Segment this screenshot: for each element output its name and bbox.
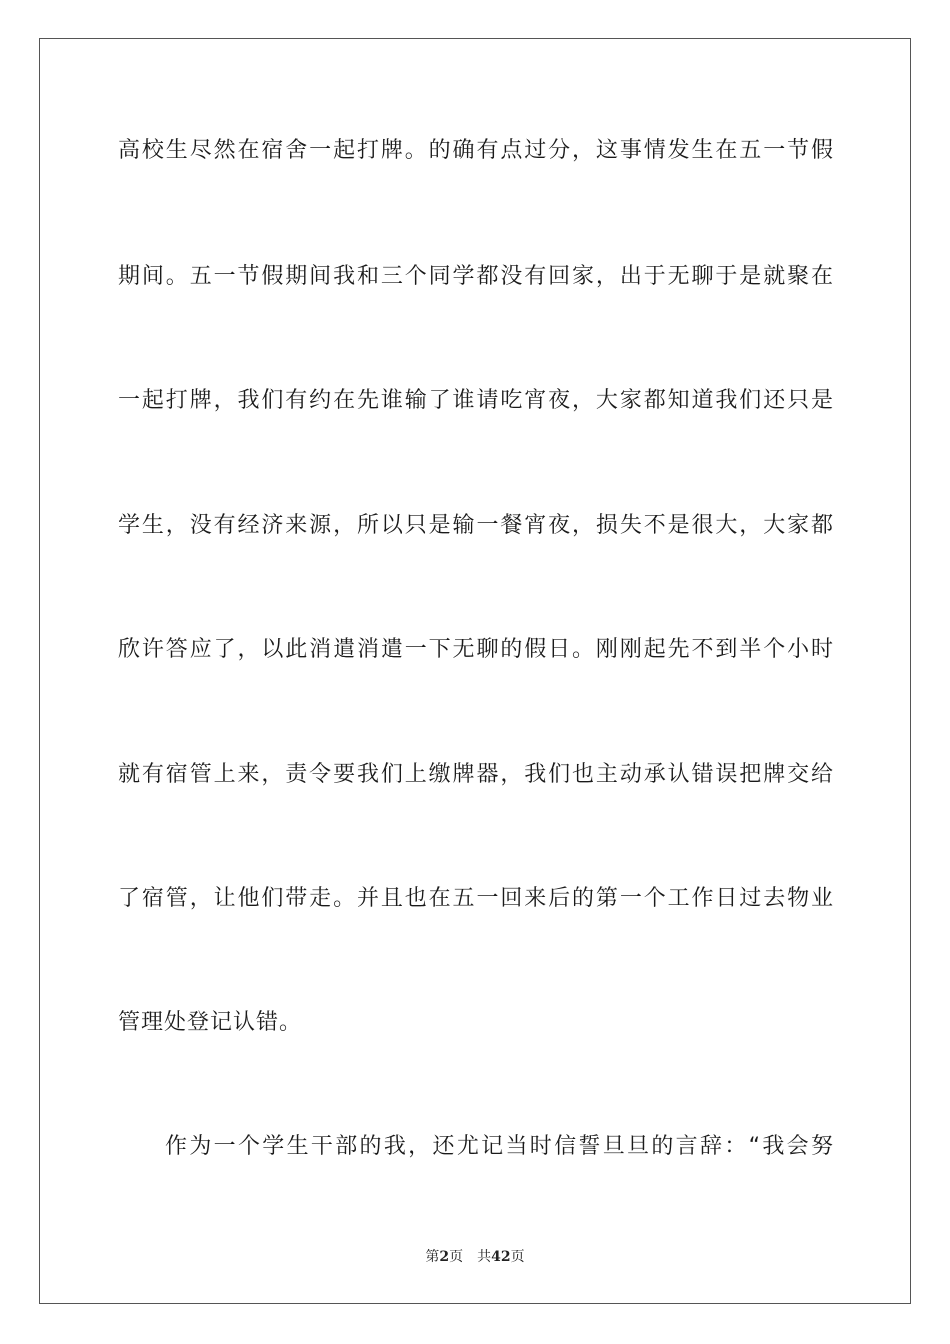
footer-page-suffix: 页 [449,1249,464,1265]
footer-page-number: 2 [439,1249,450,1265]
text-line-2: 期间。五一节假期间我和三个同学都没有回家，出于无聊于是就聚在 [118,264,834,289]
text-line-1: 高校生尽然在宿舍一起打牌。的确有点过分，这事情发生在五一节假 [118,138,834,163]
text-line-9: 作为一个学生干部的我，还尤记当时信誓旦旦的言辞：“我会努 [165,1134,834,1159]
footer-total-pages: 42 [491,1249,511,1265]
text-line-8: 管理处登记认错。 [118,1010,303,1035]
page-footer [0,1248,950,1266]
text-line-6: 就有宿管上来，责令要我们上缴牌器，我们也主动承认错误把牌交给 [118,762,834,787]
text-line-3: 一起打牌，我们有约在先谁输了谁请吃宵夜，大家都知道我们还只是 [118,388,834,413]
footer-page-prefix: 第 [425,1249,440,1265]
page-border [39,38,911,1304]
text-line-7: 了宿管，让他们带走。并且也在五一回来后的第一个工作日过去物业 [118,886,834,911]
footer-total-suffix: 页 [510,1249,525,1265]
text-line-5: 欣许答应了，以此消遣消遣一下无聊的假日。刚刚起先不到半个小时 [118,637,834,662]
text-line-4: 学生，没有经济来源，所以只是输一餐宵夜，损失不是很大，大家都 [118,513,834,538]
footer-total-prefix: 共 [477,1249,492,1265]
